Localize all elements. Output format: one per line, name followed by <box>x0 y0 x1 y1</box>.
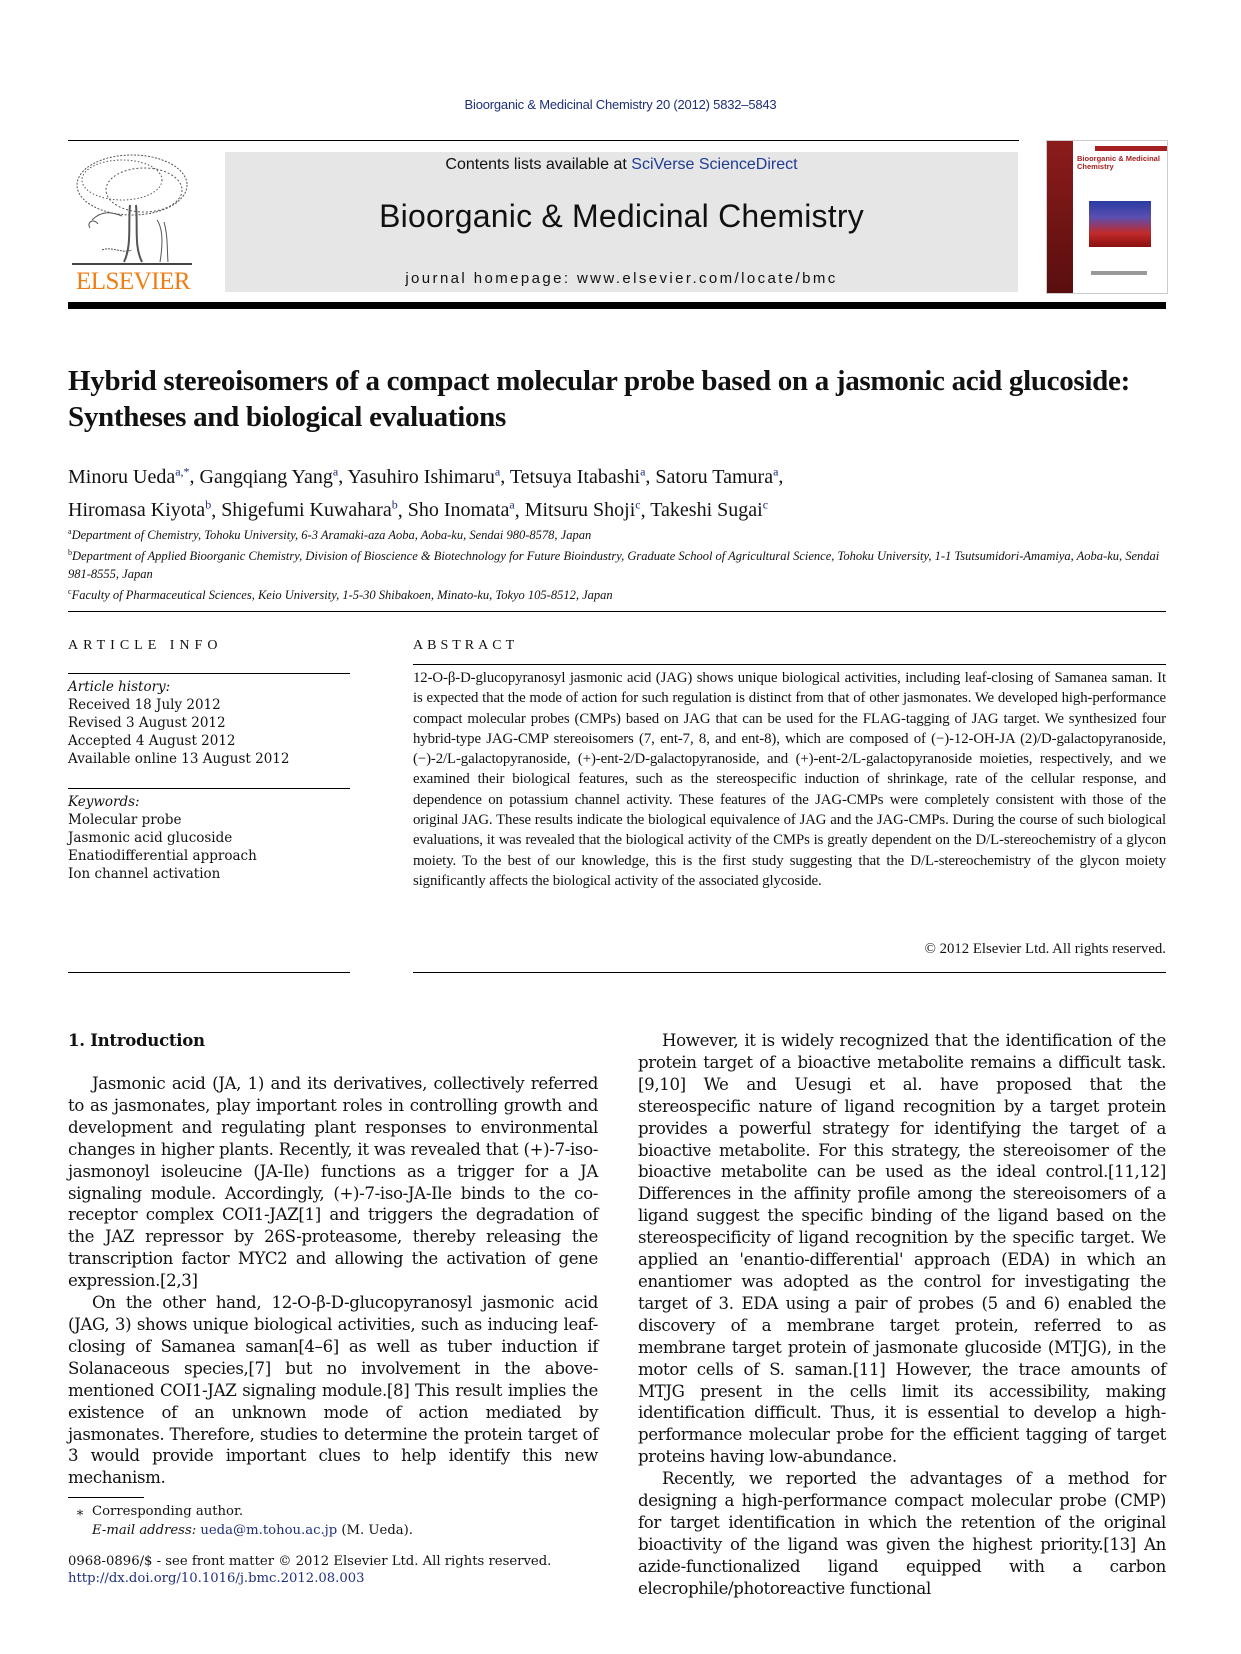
abstract-heading: ABSTRACT <box>413 638 519 653</box>
history-online: Available online 13 August 2012 <box>68 751 290 767</box>
email-link[interactable]: ueda@m.tohou.ac.jp <box>200 1523 338 1538</box>
page-footer <box>68 1553 668 1587</box>
body-right-column <box>638 1030 1166 1600</box>
section-heading-introduction: 1. Introduction <box>68 1030 205 1050</box>
history-label: Article history: <box>68 679 171 695</box>
footnote-rule <box>68 1497 144 1498</box>
author[interactable]: Sho Inomata$^a$ <box>407 497 515 522</box>
abstract-text: 12-O-β-D-glucopyranosyl jasmonic acid (JAG) shows unique biological activities, including leaf-closing of Samanea saman. It is expected that the mode of action for such regulation is distinct from that of other jasmonates. We developed high-performance compact molecular probes (CMPs) based on JAG that can be used for the FLAG-tagging of JAG target. We synthesized four hybrid-type JAG-CMP stereoisomers (7, ent-7, 8, and ent-8), which are composed of (−)-12-OH-JA (2)/D-galactopyranoside, (−)-2/L-galactopyranoside, (+)-ent-2/D-galactopyranoside, and (+)-ent-2/L-galactopyranoside moieties, respectively, and we examined their biological features, such as the stereospecific induction of shrinkage, rate of the cellular response, and dependence on potassium channel activity. These features of the JAG-CMPs were completely consistent with those of the original JAG. These results indicate the biological equivalence of JAG and the JAG-CMPs. During the course of such biological evaluations, it was revealed that the biological activity of the CMPs is greatly dependent on the D/L-stereochemistry of a glycon moiety. To the best of our knowledge, this is the first study suggesting that the D/L-stereochemistry of the glycon moiety significantly affects the biological activity of the associated glycoside. <box>413 670 1166 889</box>
corresponding-author-footnote <box>68 1502 598 1540</box>
journal-cover-thumbnail[interactable] <box>1046 140 1168 294</box>
divider <box>68 972 350 973</box>
author[interactable]: Takeshi Sugai$^c$ <box>650 497 769 522</box>
body-paragraph: Recently, we reported the advantages of a method for designing a high-performance compact molecular probe (CMP) for target identification in which the retention of the original bioactivity of the ligand was given the highest priority.[13] An azide-functionalized ligand equipped with a carbon elecrophile/photoreactive functional <box>638 1469 1166 1598</box>
article-history <box>68 678 350 768</box>
divider <box>413 664 1166 665</box>
asterisk-icon: ⁎ <box>76 1504 84 1519</box>
journal-name: Bioorganic & Medicinal Chemistry <box>379 198 864 234</box>
elsevier-logo[interactable] <box>68 150 198 295</box>
body-paragraph: Jasmonic acid (JA, 1) and its derivatives, collectively referred to as jasmonates, play important roles in controlling growth and development and regulating plant responses to environmental changes in higher plants. Recently, it was revealed that (+)-7-iso-jasmonoyl isoleucine (JA-Ile) functions as a trigger for a JA signaling module. Accordingly, (+)-7-iso-JA-Ile binds to the co-receptor complex COI1-JAZ[1] and triggers the degradation of the JAZ repressor by 26S-proteasome, thereby releasing the transcription factor MYC2 and allowing the activation of gene expression.[2,3] <box>68 1074 598 1291</box>
cover-spine <box>1047 141 1073 293</box>
header-rule <box>68 140 1019 141</box>
header-thick-rule <box>68 302 1166 309</box>
article-info-heading: ARTICLE INFO <box>68 638 223 653</box>
article-title: Hybrid stereoisomers of a compact molecular probe based on a jasmonic acid glucoside: Syntheses and biological evaluations <box>68 365 1130 433</box>
abstract-copyright: © 2012 Elsevier Ltd. All rights reserved. <box>924 941 1166 957</box>
cover-art-image <box>1089 201 1151 247</box>
elsevier-tree-icon <box>72 150 192 268</box>
author[interactable]: Tetsuya Itabashi$^a$ <box>509 464 646 488</box>
keyword: Ion channel activation <box>68 866 221 882</box>
author[interactable]: Mitsuru Shoji$^c$ <box>524 497 641 522</box>
author[interactable]: Satoru Tamura$^a$ <box>655 464 779 488</box>
author[interactable]: Yasuhiro Ishimaru$^a$ <box>347 464 501 488</box>
author[interactable]: Gangqiang Yang$^a$ <box>199 464 339 488</box>
history-received: Received 18 July 2012 <box>68 697 221 713</box>
divider <box>413 972 1166 973</box>
journal-citation[interactable]: Bioorganic & Medicinal Chemistry 20 (2012) 5832–5843 <box>464 97 777 112</box>
history-accepted: Accepted 4 August 2012 <box>68 733 236 749</box>
divider <box>68 673 350 674</box>
author[interactable]: Minoru Ueda$^{a,*}$ <box>68 464 190 488</box>
author[interactable]: Hiromasa Kiyota$^b$ <box>68 497 212 522</box>
journal-homepage[interactable]: journal homepage: www.elsevier.com/locate/bmc <box>405 270 838 287</box>
corresponding-label: Corresponding author. <box>92 1504 244 1519</box>
doi-link[interactable]: http://dx.doi.org/10.1016/j.bmc.2012.08.003 <box>68 1571 365 1586</box>
contents-prefix: Contents lists available at <box>445 156 632 173</box>
cover-bar <box>1095 146 1167 151</box>
journal-masthead <box>225 152 1018 292</box>
cover-footer <box>1091 271 1147 275</box>
keyword: Molecular probe <box>68 812 182 828</box>
affiliation-b: $^b$Department of Applied Bioorganic Chemistry, Division of Bioscience & Biotechnology for Future Bioindustry, Graduate School of Agricultural Science, Tohoku University, 1-1 Tsutsumidori-Amamiya, Aoba-ku, Sendai 981-8555, Japan <box>68 548 1160 582</box>
keyword: Enatiodifferential approach <box>68 848 257 864</box>
author[interactable]: Shigefumi Kuwahara$^b$ <box>221 497 398 522</box>
email-suffix: (M. Ueda). <box>341 1523 413 1538</box>
divider <box>68 788 350 789</box>
cover-title: Bioorganic & Medicinal Chemistry <box>1077 154 1160 171</box>
author-list: Minoru Ueda$^{a,*}$, Gangqiang Yang$^a$, Yasuhiro Ishimaru$^a$, Tetsuya Itabashi$^a$, Satoru Tamura$^a$, Hiromasa Kiyota$^b$, Shigefumi Kuwahara$^b$, Sho Inomata$^a$, Mitsuru Shoji$^c$, Takeshi Sugai$^c$ <box>68 464 784 522</box>
body-paragraph: On the other hand, 12-O-β-D-glucopyranosyl jasmonic acid (JAG, 3) shows unique biological activities, such as inducing leaf-closing of Samanea saman[4–6] as well as tuber induction if Solanaceous species,[7] but no involvement in the above-mentioned COI1-JAZ signaling module.[8] This result implies the existence of an unknown mode of action mediated by jasmonates. Therefore, studies to determine the protein target of 3 would provide important clues to help identify this new mechanism. <box>68 1293 598 1488</box>
elsevier-wordmark: ELSEVIER <box>75 268 191 295</box>
body-paragraph: However, it is widely recognized that the identification of the protein target of a bioactive metabolite remains a difficult task.[9,10] We and Uesugi et al. have proposed that the stereospecific nature of ligand recognition by a target protein provides a powerful strategy for identifying the target of a bioactive metabolite. For this strategy, the stereoisomer of the bioactive metabolite can be used as the ideal control.[11,12] Differences in the affinity profile among the stereoisomers of a ligand suggest the specific binding of the ligand based on the stereospecificity of ligand recognition by the specific target. We applied an 'enantio-differential' approach (EDA) in which an enantiomer was adopted as the control for investigating the target of 3. EDA using a pair of probes (5 and 6) enabled the discovery of a membrane target protein, referred to as membrane target protein of jasmonate glucoside (MTJG), in the motor cells of S. saman.[11] However, the trace amounts of MTJG present in the cells limit its accessibility, making identification difficult. Thus, it is essential to develop a high-performance molecular probe for the efficient tagging of target proteins having low-abundance. <box>638 1031 1166 1467</box>
keywords-label: Keywords: <box>68 794 140 810</box>
keyword: Jasmonic acid glucoside <box>68 830 233 846</box>
affiliations <box>68 523 1168 604</box>
affiliation-rule <box>68 611 1166 612</box>
history-revised: Revised 3 August 2012 <box>68 715 226 731</box>
affiliation-c: $^c$Faculty of Pharmaceutical Sciences, Keio University, 1-5-30 Shibakoen, Minato-ku, Tokyo 105-8512, Japan <box>68 587 613 603</box>
affiliation-a: $^a$Department of Chemistry, Tohoku University, 6-3 Aramaki-aza Aoba, Aoba-ku, Sendai 980-8578, Japan <box>68 527 592 543</box>
sciencedirect-link[interactable]: SciVerse ScienceDirect <box>631 156 798 173</box>
issn-line: 0968-0896/$ - see front matter © 2012 Elsevier Ltd. All rights reserved. <box>68 1554 552 1569</box>
body-left-column <box>68 1073 598 1489</box>
keywords <box>68 793 350 883</box>
contents-available-line <box>225 156 1018 174</box>
email-label: E-mail address: <box>92 1523 197 1538</box>
